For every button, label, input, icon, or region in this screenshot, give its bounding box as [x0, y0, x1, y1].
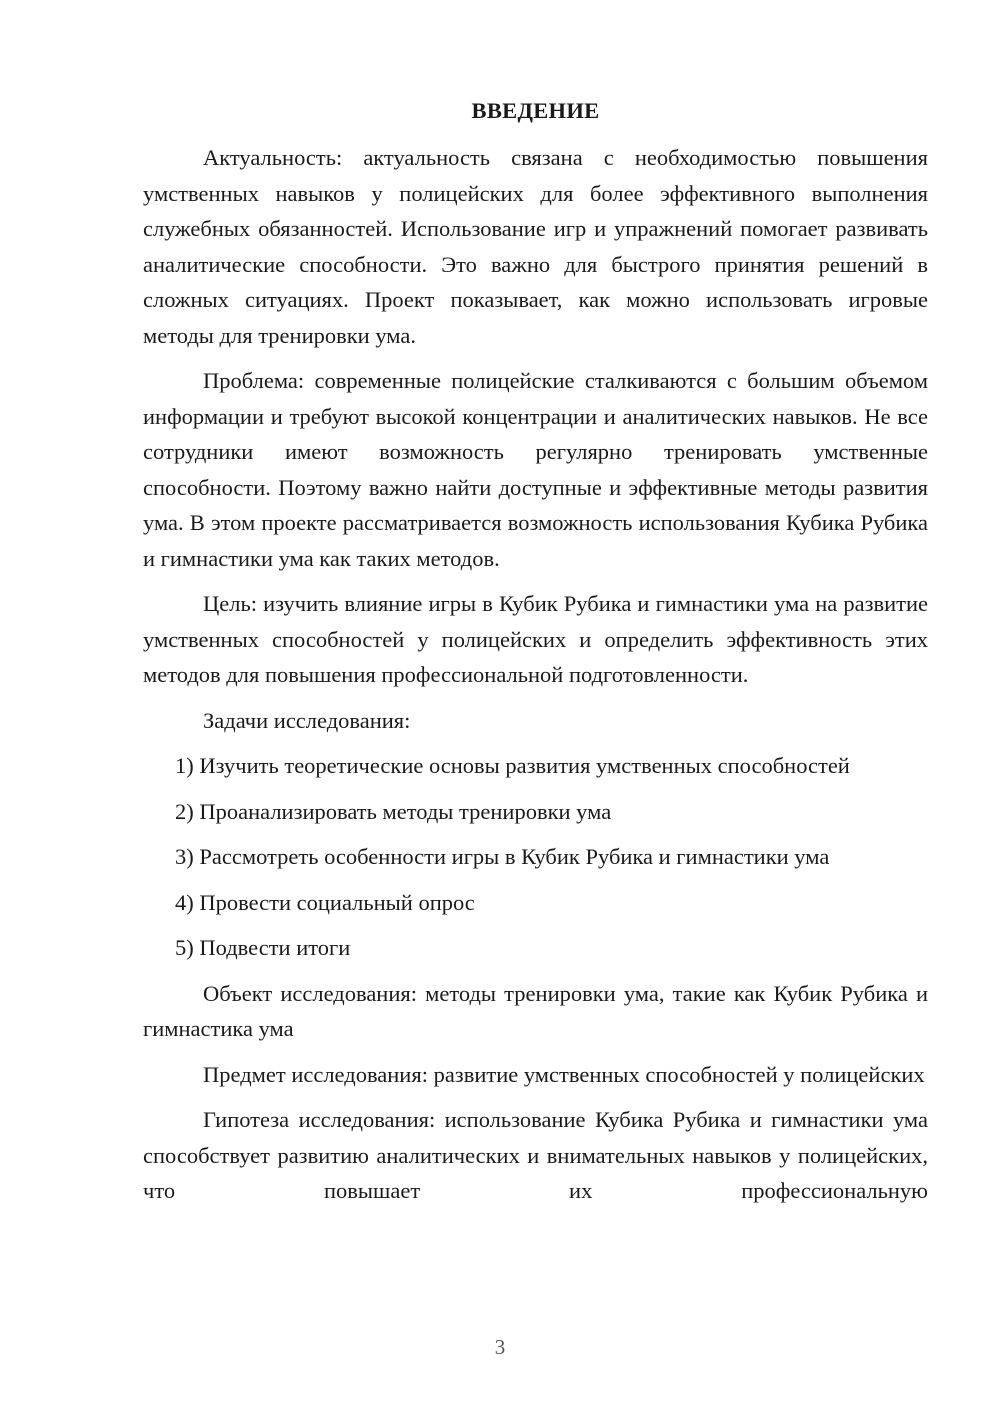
task-item: 1) Изучить теоретические основы развития умственных способностей [175, 753, 850, 778]
task-item: 2) Проанализировать методы тренировки ума [175, 798, 612, 824]
subject-paragraph: Предмет исследования: развитие умственных способностей у полицейских [203, 1061, 925, 1087]
page-number: 3 [494, 1335, 506, 1359]
hypothesis-paragraph: Гипотеза исследования: использование Кубика Рубика и гимнастики ума способствует развитию аналитических и внимательных навыков у полицейских, что повышает их профессиональную [143, 1107, 928, 1203]
problem-paragraph: Проблема: современные полицейские сталкиваются с большим объемом информации и требуют высокой концентрации и аналитических навыков. Не все сотрудники имеют возможность регулярно тренировать умственные способности. Поэтому важно найти доступные и эффективные методы развития ума. В этом проекте рассматривается возможность использования Кубика Рубика и гимнастики ума как таких методов. [143, 368, 928, 571]
section-title: ВВЕДЕНИЕ [471, 98, 600, 123]
task-list [143, 748, 928, 966]
task-item: 3) Рассмотреть особенности игры в Кубик Рубика и гимнастики ума [175, 844, 830, 869]
relevance-paragraph: Актуальность: актуальность связана с необходимостью повышения умственных навыков у полицейских для более эффективного выполнения служебных обязанностей. Использование игр и упражнений помогает развивать аналитические способности. Это важно для быстрого принятия решений в сложных ситуациях. Проект показывает, как можно использовать игровые методы для тренировки ума. [143, 145, 928, 348]
task-item: 5) Подвести итоги [175, 935, 351, 960]
goal-paragraph: Цель: изучить влияние игры в Кубик Рубика и гимнастики ума на развитие умственных способностей у полицейских и определить эффективность этих методов для повышения профессиональной подготовленности. [143, 591, 928, 687]
object-paragraph: Объект исследования: методы тренировки ума, такие как Кубик Рубика и гимнастика ума [143, 980, 928, 1041]
tasks-heading: Задачи исследования: [203, 707, 411, 733]
task-item: 4) Провести социальный опрос [175, 889, 475, 915]
document-page [143, 95, 928, 1219]
